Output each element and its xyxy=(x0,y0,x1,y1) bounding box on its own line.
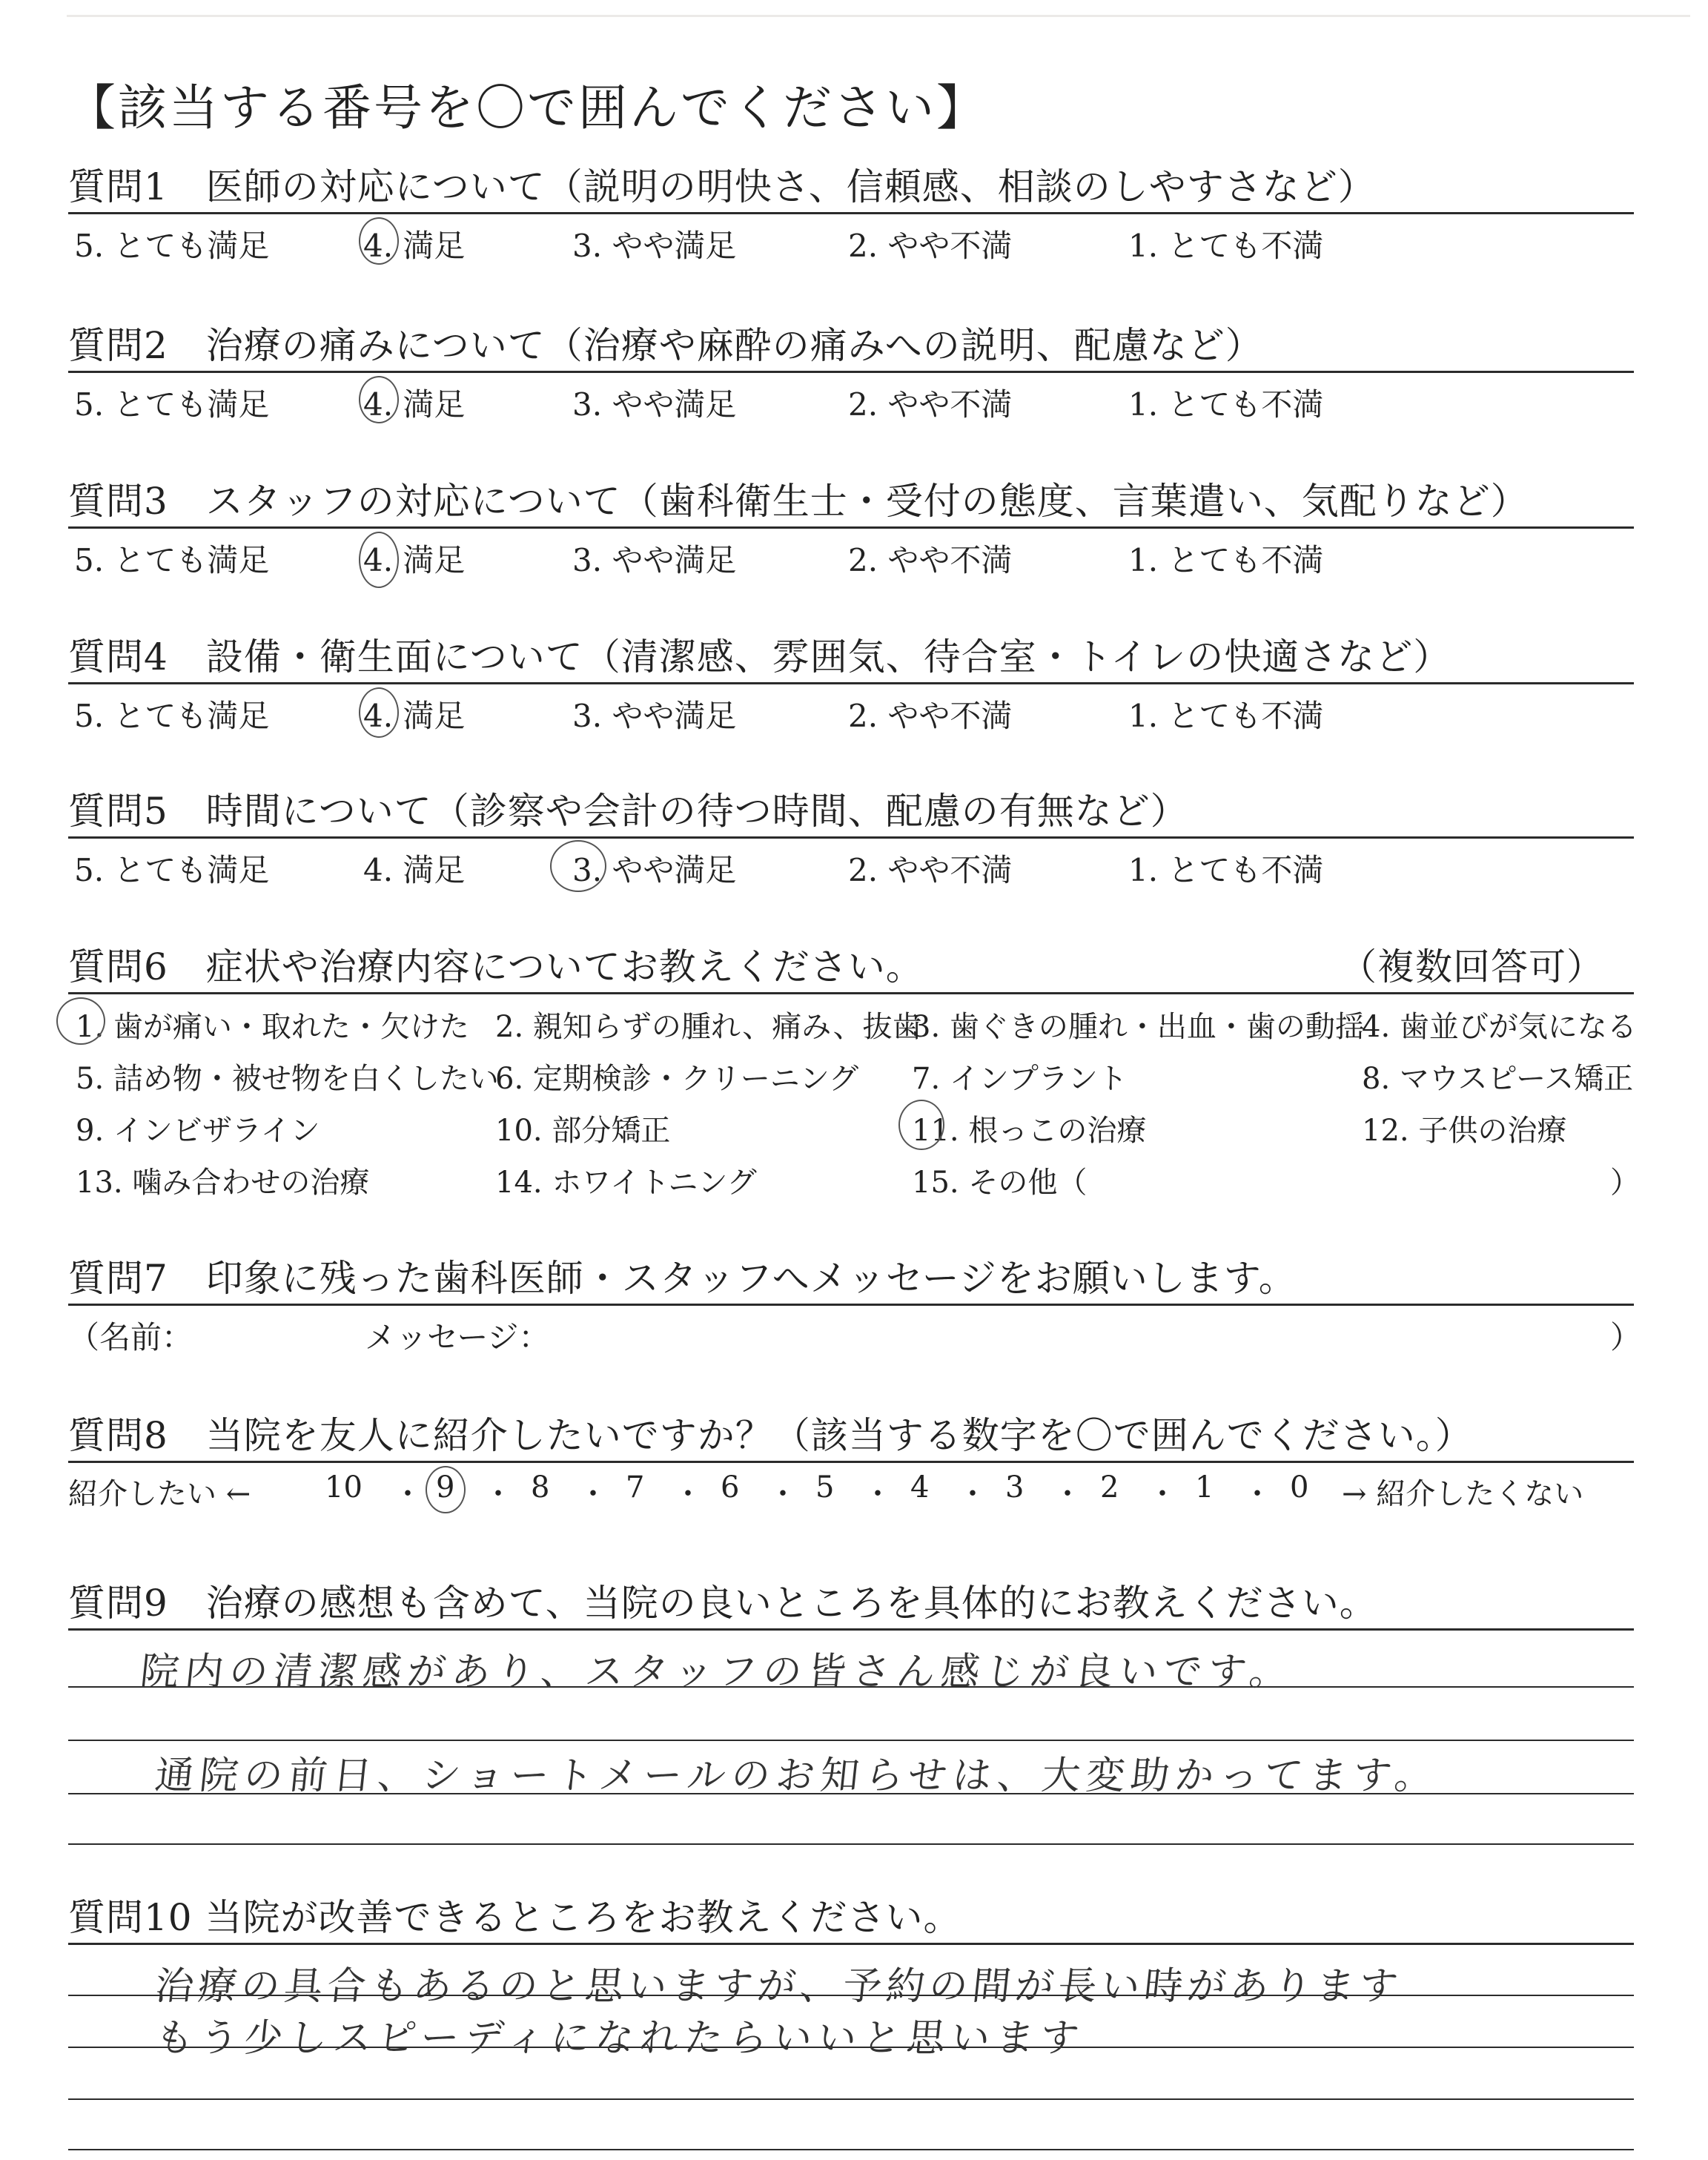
option-2[interactable]: 2. やや不満 xyxy=(848,852,1013,888)
scale-10[interactable]: 10 xyxy=(325,1470,363,1505)
name-label: （名前： xyxy=(68,1319,193,1355)
selection-circle xyxy=(359,217,399,265)
option-5[interactable]: 5. とても満足 xyxy=(74,386,270,423)
handwritten-answer-10-2: もう少しスピーディになれたらいいと思います xyxy=(153,2016,1088,2061)
scale-0[interactable]: 0 xyxy=(1290,1470,1309,1505)
answer-line xyxy=(68,2098,1634,2100)
option-3[interactable]: 3. やや満足 xyxy=(572,852,737,888)
top-border xyxy=(67,15,1690,17)
option-3[interactable]: 3. やや満足 xyxy=(572,698,737,734)
question-8-title: 質問8 当院を友人に紹介したいですか？（該当する数字を〇で囲んでください。） xyxy=(68,1414,1473,1457)
question-7-fields xyxy=(68,1313,1642,1358)
message-close-paren: ） xyxy=(1610,1319,1642,1355)
selection-circle xyxy=(898,1100,944,1150)
question-4-rule xyxy=(68,682,1634,684)
question-4-options xyxy=(68,692,1634,736)
symptom-option-5[interactable]: 5. 詰め物・被せ物を白くしたい xyxy=(76,1062,499,1096)
symptom-option-4[interactable]: 4. 歯並びが気になる xyxy=(1362,1010,1637,1044)
option-5[interactable]: 5. とても満足 xyxy=(74,228,270,264)
selection-circle xyxy=(359,532,399,588)
question-4-title: 質問4 設備・衛生面について（清潔感、雰囲気、待合室・トイレの快適さなど） xyxy=(68,635,1452,678)
selection-circle xyxy=(56,997,105,1045)
scale-sep: ・ xyxy=(863,1477,893,1511)
answer-line xyxy=(68,2149,1634,2150)
scale-sep: ・ xyxy=(673,1477,703,1511)
scale-6[interactable]: 6 xyxy=(721,1470,740,1505)
message-label: メッセージ： xyxy=(365,1319,550,1355)
question-6-options xyxy=(68,1003,1640,1218)
question-6 xyxy=(68,945,1640,1218)
question-2-options xyxy=(68,380,1634,425)
scale-sep: ・ xyxy=(393,1477,423,1511)
option-1[interactable]: 1. とても不満 xyxy=(1128,698,1324,734)
symptom-option-6[interactable]: 6. 定期検診・クリーニング xyxy=(495,1062,859,1096)
question-7-title: 質問7 印象に残った歯科医師・スタッフへメッセージをお願いします。 xyxy=(68,1257,1297,1300)
selection-circle xyxy=(359,376,399,423)
question-8-rule xyxy=(68,1461,1634,1463)
answer-line xyxy=(68,1740,1634,1741)
option-4[interactable]: 4. 満足 xyxy=(363,852,466,888)
question-10 xyxy=(68,1895,1634,1945)
handwritten-answer-9-2: 通院の前日、ショートメールのお知らせは、大変助かってます。 xyxy=(153,1754,1442,1798)
option-5[interactable]: 5. とても満足 xyxy=(74,852,270,888)
question-3-options xyxy=(68,536,1634,581)
scale-4[interactable]: 4 xyxy=(910,1470,930,1505)
scale-2[interactable]: 2 xyxy=(1100,1470,1119,1505)
option-5[interactable]: 5. とても満足 xyxy=(74,542,270,578)
option-3[interactable]: 3. やや満足 xyxy=(572,542,737,578)
option-2[interactable]: 2. やや不満 xyxy=(848,698,1013,734)
question-1-options xyxy=(68,222,1634,266)
scale-sep: ・ xyxy=(578,1477,608,1511)
question-10-rule xyxy=(68,1943,1634,1945)
answer-line xyxy=(68,1843,1634,1845)
option-4[interactable]: 4. 満足 xyxy=(363,698,466,734)
question-8 xyxy=(68,1413,1634,1515)
selection-circle xyxy=(550,840,606,892)
option-2[interactable]: 2. やや不満 xyxy=(848,542,1013,578)
option-1[interactable]: 1. とても不満 xyxy=(1128,228,1324,264)
option-2[interactable]: 2. やや不満 xyxy=(848,386,1013,423)
option-4[interactable]: 4. 満足 xyxy=(363,228,466,264)
question-7-rule xyxy=(68,1304,1634,1306)
question-2-title: 質問2 治療の痛みについて（治療や麻酔の痛みへの説明、配慮など） xyxy=(68,324,1263,367)
symptom-option-12[interactable]: 12. 子供の治療 xyxy=(1362,1114,1567,1148)
question-1-rule xyxy=(68,212,1634,214)
option-1[interactable]: 1. とても不満 xyxy=(1128,386,1324,423)
question-6-rule xyxy=(68,992,1634,994)
form-heading: 【該当する番号を〇で囲んでください】 xyxy=(67,79,987,136)
question-9 xyxy=(68,1581,1634,1631)
recommend-right-label: → 紹介したくない xyxy=(1342,1477,1584,1511)
question-6-title-row xyxy=(68,945,1634,989)
question-1-title: 質問1 医師の対応について（説明の明快さ、信頼感、相談のしやすさなど） xyxy=(68,165,1376,208)
symptom-option-11[interactable]: 11. 根っこの治療 xyxy=(912,1114,1147,1148)
question-5-title: 質問5 時間について（診察や会計の待つ時間、配慮の有無など） xyxy=(68,790,1188,833)
scale-3[interactable]: 3 xyxy=(1005,1470,1025,1505)
question-3 xyxy=(68,479,1634,581)
symptom-option-2[interactable]: 2. 親知らずの腫れ、痛み、抜歯 xyxy=(495,1010,922,1044)
other-close-paren: ） xyxy=(1610,1166,1640,1200)
option-4[interactable]: 4. 満足 xyxy=(363,542,466,578)
scale-sep: ・ xyxy=(1242,1477,1272,1511)
symptom-option-1[interactable]: 1. 歯が痛い・取れた・欠けた xyxy=(76,1010,469,1044)
symptom-option-9[interactable]: 9. インビザライン xyxy=(76,1114,320,1148)
symptom-option-10[interactable]: 10. 部分矯正 xyxy=(495,1114,671,1148)
question-2-rule xyxy=(68,371,1634,373)
option-3[interactable]: 3. やや満足 xyxy=(572,386,737,423)
question-9-rule xyxy=(68,1628,1634,1631)
selection-circle xyxy=(359,687,399,738)
scale-sep: ・ xyxy=(483,1477,513,1511)
scale-sep: ・ xyxy=(1148,1477,1177,1511)
symptom-option-8[interactable]: 8. マウスピース矯正 xyxy=(1362,1062,1634,1096)
question-10-title: 質問10 当院が改善できるところをお教えください。 xyxy=(68,1896,961,1939)
question-5-rule xyxy=(68,836,1634,839)
question-8-scale xyxy=(68,1470,1634,1515)
option-1[interactable]: 1. とても不満 xyxy=(1128,852,1324,888)
scale-sep: ・ xyxy=(958,1477,987,1511)
option-3[interactable]: 3. やや満足 xyxy=(572,228,737,264)
recommend-left-label: 紹介したい ← xyxy=(68,1477,251,1511)
option-5[interactable]: 5. とても満足 xyxy=(74,698,270,734)
scale-sep: ・ xyxy=(768,1477,798,1511)
question-3-title: 質問3 スタッフの対応について（歯科衛生士・受付の態度、言葉遣い、気配りなど） xyxy=(68,480,1529,523)
question-6-title: 質問6 症状や治療内容についてお教えください。 xyxy=(68,945,924,988)
question-2 xyxy=(68,323,1634,425)
question-9-title: 質問9 治療の感想も含めて、当院の良いところを具体的にお教えください。 xyxy=(68,1582,1377,1625)
question-5-options xyxy=(68,846,1634,891)
scale-sep: ・ xyxy=(1053,1477,1082,1511)
symptom-option-7[interactable]: 7. インプラント xyxy=(912,1062,1128,1096)
option-4[interactable]: 4. 満足 xyxy=(363,386,466,423)
handwritten-answer-9-1: 院内の清潔感があり、スタッフの皆さん感じが良いです。 xyxy=(138,1650,1297,1694)
scale-9[interactable]: 9 xyxy=(436,1470,455,1505)
question-1 xyxy=(68,165,1634,266)
symptom-option-13[interactable]: 13. 噛み合わせの治療 xyxy=(76,1166,370,1200)
question-6-note: （複数回答可） xyxy=(1340,945,1604,988)
symptom-option-15[interactable]: 15. その他（ xyxy=(912,1166,1088,1200)
question-5 xyxy=(68,789,1634,891)
scale-7[interactable]: 7 xyxy=(626,1470,645,1505)
option-1[interactable]: 1. とても不満 xyxy=(1128,542,1324,578)
question-4 xyxy=(68,635,1634,736)
symptom-option-3[interactable]: 3. 歯ぐきの腫れ・出血・歯の動揺 xyxy=(912,1010,1365,1044)
selection-circle xyxy=(426,1466,466,1513)
handwritten-answer-10-1: 治療の具合もあるのと思いますが、予約の間が長い時があります xyxy=(153,1964,1405,2009)
scale-5[interactable]: 5 xyxy=(815,1470,835,1505)
option-2[interactable]: 2. やや不満 xyxy=(848,228,1013,264)
question-3-rule xyxy=(68,526,1634,529)
question-7 xyxy=(68,1256,1642,1358)
symptom-option-14[interactable]: 14. ホワイトニング xyxy=(495,1166,757,1200)
scale-1[interactable]: 1 xyxy=(1195,1470,1214,1505)
scale-8[interactable]: 8 xyxy=(531,1470,550,1505)
